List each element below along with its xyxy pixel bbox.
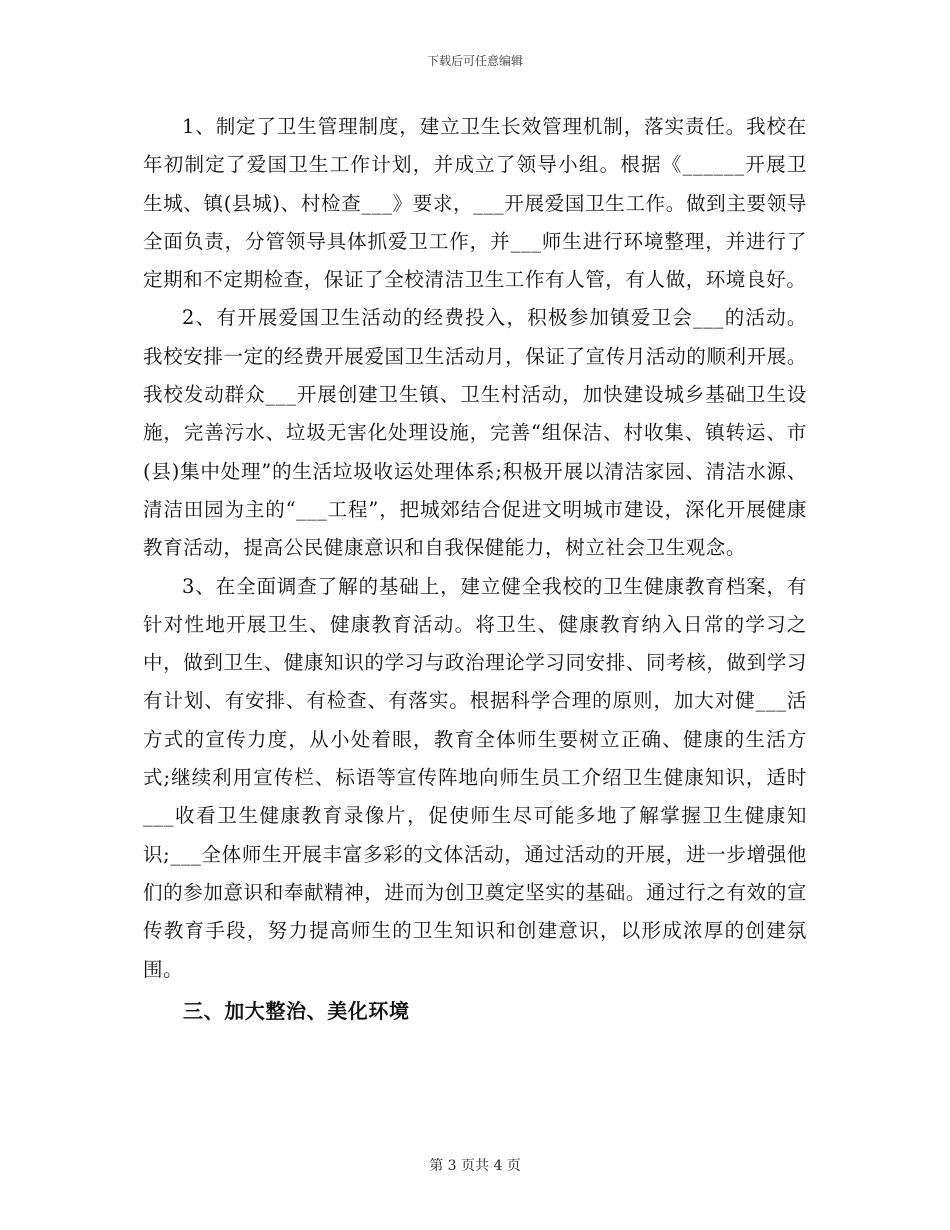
paragraph-1: 1、制定了卫生管理制度，建立卫生长效管理机制，落实责任。我校在年初制定了爱国卫生工作计划，并成立了领导小组。根据《______开展卫生城、镇(县城)、村检查___》要求，___开展爱国卫生工作。做到主要领导全面负责，分管领导具体抓爱卫工作，并___师生进行环境整理，并进行了定期和不定期检查，保证了全校清洁卫生工作有人管，有人做，环境良好。 xyxy=(143,115,807,292)
section-heading: 三、加大整治、美化环境 xyxy=(183,998,410,1023)
document-body xyxy=(143,108,807,1031)
page-number: 第 3 页共 4 页 xyxy=(429,1158,521,1174)
paragraph-3: 3、在全面调查了解的基础上，建立健全我校的卫生健康教育档案，有针对性地开展卫生、健康教育活动。将卫生、健康教育纳入日常的学习之中，做到卫生、健康知识的学习与政治理论学习同安排、同考核，做到学习有计划、有安排、有检查、有落实。根据科学合理的原则，加大对健___活方式的宣传力度，从小处着眼，教育全体师生要树立正确、健康的生活方式;继续利用宣传栏、标语等宣传阵地向师生员工介绍卫生健康知识，适时___收看卫生健康教育录像片，促使师生尽可能多地了解掌握卫生健康知识;___全体师生开展丰富多彩的文体活动，通过活动的开展，进一步增强他们的参加意识和奉献精神，进而为创卫奠定坚实的基础。通过行之有效的宣传教育手段，努力提高师生的卫生知识和创建意识，以形成浓厚的创建氛围。 xyxy=(143,574,807,981)
paragraph-2: 2、有开展爱国卫生活动的经费投入，积极参加镇爱卫会___的活动。我校安排一定的经费开展爱国卫生活动月，保证了宣传月活动的顺利开展。我校发动群众___开展创建卫生镇、卫生村活动，加快建设城乡基础卫生设施，完善污水、垃圾无害化处理设施，完善“组保洁、村收集、镇转运、市(县)集中处理”的生活垃圾收运处理体系;积极开展以清洁家园、清洁水源、清洁田园为主的“___工程”，把城郊结合促进文明城市建设，深化开展健康教育活动，提高公民健康意识和自我保健能力，树立社会卫生观念。 xyxy=(143,306,807,560)
page-header: 下载后可任意编辑 xyxy=(426,54,523,68)
